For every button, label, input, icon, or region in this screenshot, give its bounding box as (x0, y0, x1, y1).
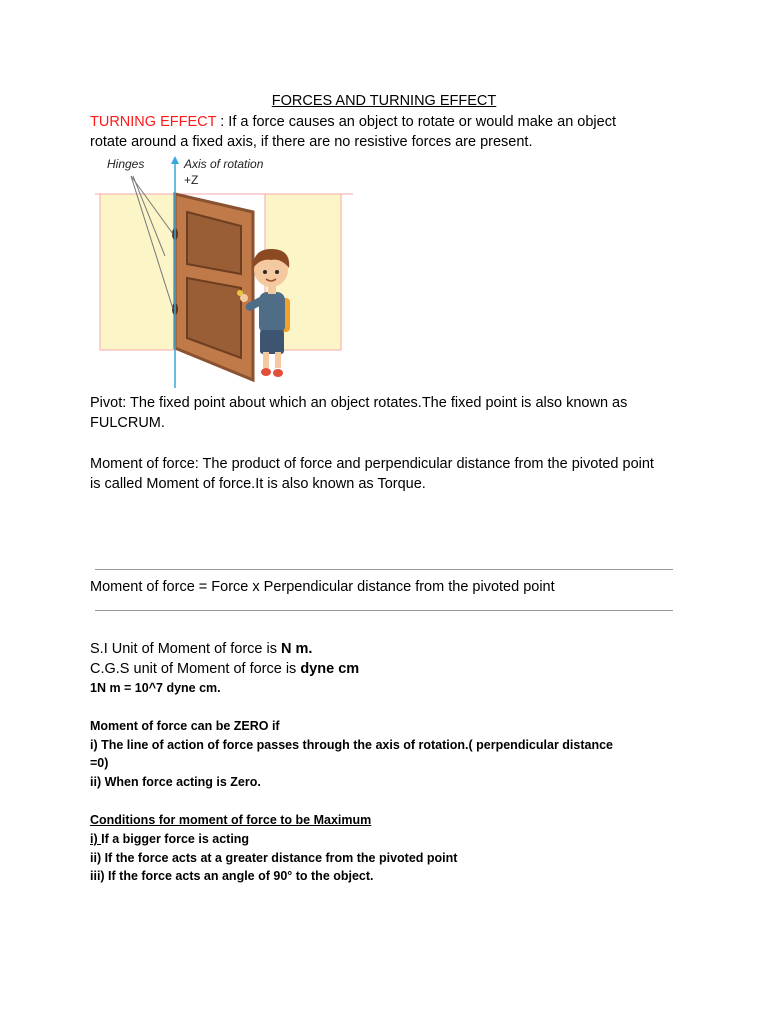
turning-effect-definition-1: : If a force causes an object to rotate or would make an object (216, 114, 616, 130)
turning-effect-definition-2: rotate around a fixed axis, if there are no resistive forces are present. (90, 134, 533, 150)
cgs-unit-value: dyne cm (300, 661, 360, 677)
wall-panel-left (100, 194, 180, 350)
zero-condition-1-line-2: =0) (90, 756, 109, 770)
moment-definition-1: Moment of force: The product of force and perpendicular distance from the pivoted point (90, 456, 654, 472)
unit-conversion: 1N m = 10^7 dyne cm. (90, 681, 221, 695)
boy-eye (263, 270, 267, 274)
zero-conditions-heading: Moment of force can be ZERO if (90, 719, 280, 733)
max-condition-2: ii) If the force acts at a greater distance from the pivoted point (90, 851, 458, 865)
turning-effect-term: TURNING EFFECT (90, 114, 217, 130)
pivot-definition-1: Pivot: The fixed point about which an object rotates.The fixed point is also known as (90, 395, 628, 411)
axis-direction-label: +Z (184, 173, 199, 187)
max-condition-1-text: If a bigger force is acting (101, 832, 250, 846)
formula-rule-bottom (95, 610, 673, 611)
zero-condition-2: ii) When force acting is Zero. (90, 775, 261, 789)
moment-definition-2: is called Moment of force.It is also known as Torque. (90, 476, 426, 492)
max-conditions-heading: Conditions for moment of force to be Maximum (90, 813, 372, 827)
boy-leg (275, 352, 281, 368)
door-rotation-figure (95, 152, 365, 392)
boy-shoe (273, 369, 283, 377)
zero-condition-1-line-1: i) The line of action of force passes through the axis of rotation.( perpendicular distance (90, 738, 613, 752)
si-unit-line (90, 639, 312, 659)
boy-hand (240, 294, 248, 302)
boy-shoe (261, 368, 271, 376)
axis-of-rotation-label: Axis of rotation (184, 157, 264, 171)
pivot-definition-2: FULCRUM. (90, 415, 165, 431)
boy-shorts (260, 330, 284, 354)
max-condition-3: iii) If the force acts an angle of 90° to the object. (90, 869, 374, 883)
cgs-unit-line (90, 659, 359, 679)
moment-formula: Moment of force = Force x Perpendicular distance from the pivoted point (90, 579, 555, 595)
hinges-label: Hinges (107, 157, 145, 171)
boy-leg (263, 352, 269, 368)
max-condition-1 (90, 830, 249, 849)
cgs-unit-text: C.G.S unit of Moment of force is (90, 661, 301, 677)
boy-eye (275, 270, 279, 274)
turning-effect-line-1 (90, 112, 616, 132)
si-unit-text: S.I Unit of Moment of force is (90, 641, 281, 657)
axis-arrow-head (171, 156, 179, 164)
page-title: FORCES AND TURNING EFFECT (271, 93, 497, 109)
max-condition-1-number: i) (90, 832, 102, 846)
si-unit-value: N m. (281, 641, 313, 657)
formula-rule-top (95, 569, 673, 570)
